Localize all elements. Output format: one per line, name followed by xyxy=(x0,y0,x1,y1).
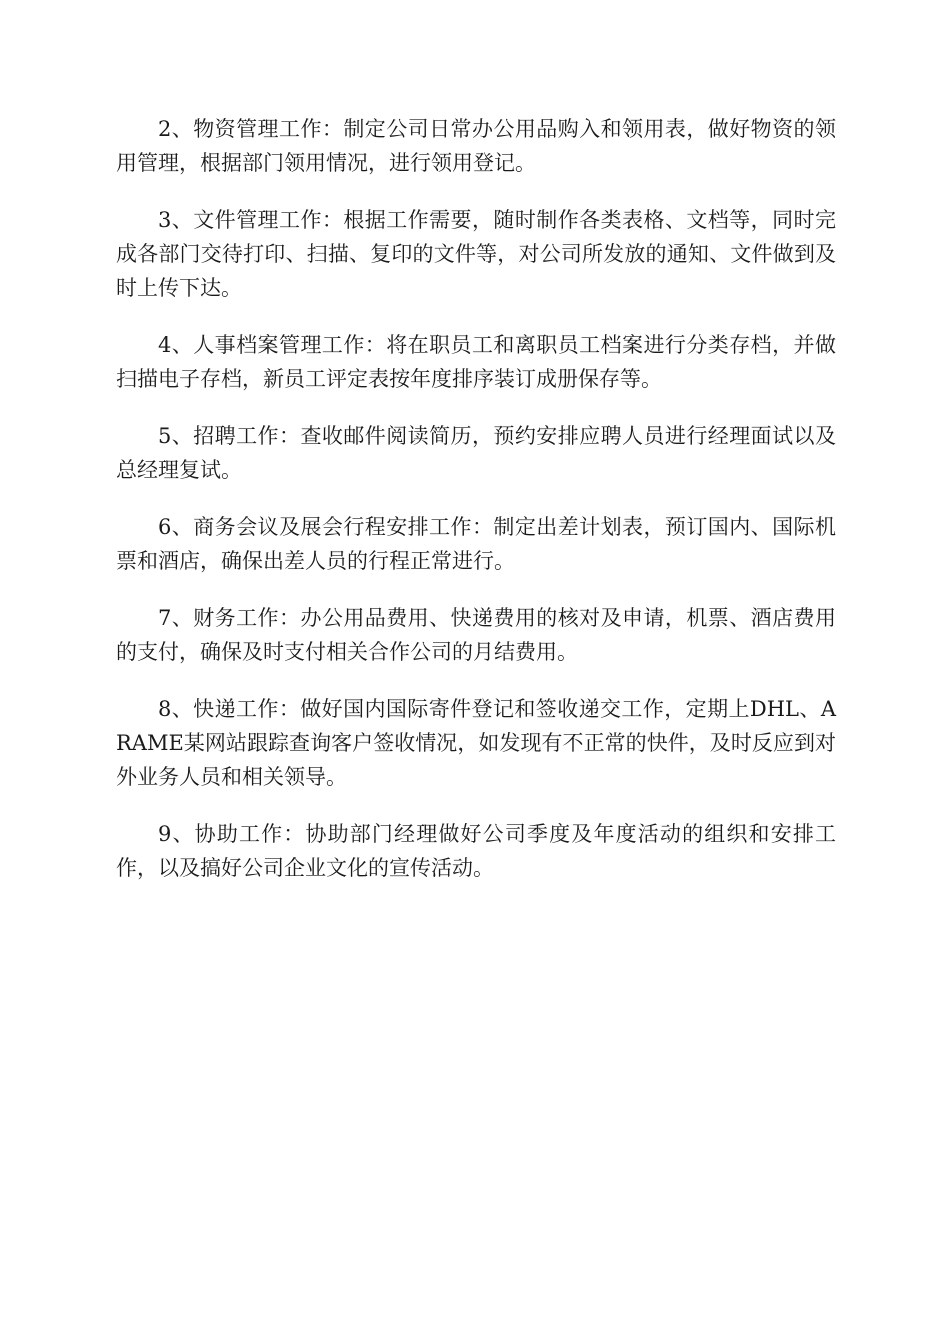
paragraph-express-delivery: 8、快递工作：做好国内国际寄件登记和签收递交工作，定期上DHL、ARAME某网站跟踪查询客户签收情况，如发现有不正常的快件，及时反应到对外业务人员和相关领导。 xyxy=(116,697,836,789)
paragraph-supplies-management: 2、物资管理工作：制定公司日常办公用品购入和领用表，做好物资的领用管理，根据部门领用情况，进行领用登记。 xyxy=(116,117,836,175)
paragraph-recruitment: 5、招聘工作：查收邮件阅读简历，预约安排应聘人员进行经理面试以及总经理复试。 xyxy=(116,424,836,482)
paragraph-business-travel: 6、商务会议及展会行程安排工作：制定出差计划表，预订国内、国际机票和酒店，确保出差人员的行程正常进行。 xyxy=(116,515,836,573)
paragraph-finance: 7、财务工作：办公用品费用、快递费用的核对及申请，机票、酒店费用的支付，确保及时支付相关合作公司的月结费用。 xyxy=(116,606,836,664)
document-body xyxy=(116,112,836,908)
paragraph-assistance: 9、协助工作：协助部门经理做好公司季度及年度活动的组织和安排工作，以及搞好公司企业文化的宣传活动。 xyxy=(116,822,836,880)
paragraph-personnel-archives: 4、人事档案管理工作：将在职员工和离职员工档案进行分类存档，并做扫描电子存档，新员工评定表按年度排序装订成册保存等。 xyxy=(116,333,836,391)
paragraph-file-management: 3、文件管理工作：根据工作需要，随时制作各类表格、文档等，同时完成各部门交待打印、扫描、复印的文件等，对公司所发放的通知、文件做到及时上传下达。 xyxy=(116,208,836,300)
